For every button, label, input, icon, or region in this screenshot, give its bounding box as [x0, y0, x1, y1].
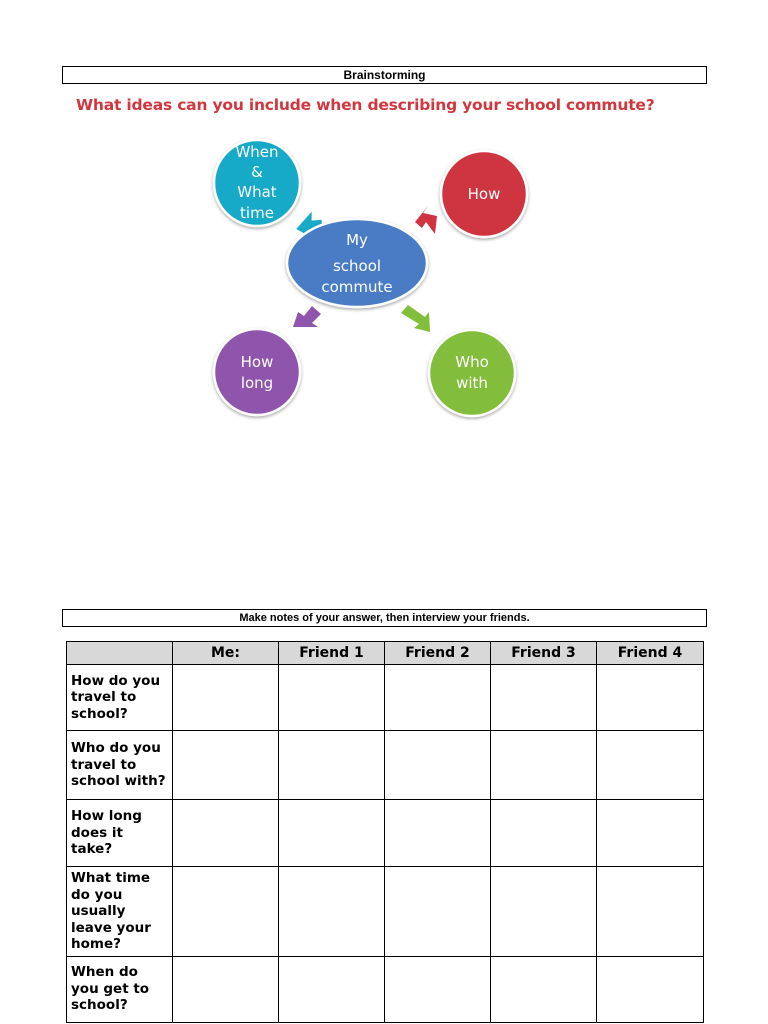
- answer-cell[interactable]: [385, 800, 491, 867]
- header-friend-1: Friend 1: [279, 642, 385, 665]
- bubble-how: [441, 151, 527, 237]
- answer-cell[interactable]: [279, 800, 385, 867]
- center-text-2: school: [332, 257, 382, 275]
- answer-cell[interactable]: [173, 956, 279, 1022]
- bubble-who-with: [429, 330, 515, 416]
- answer-cell[interactable]: [597, 956, 704, 1022]
- row-question: When do you get to school?: [67, 956, 173, 1022]
- center-text-3: commute: [321, 278, 393, 296]
- bubble-who-with-text-2: with: [456, 374, 488, 392]
- answer-cell[interactable]: [385, 731, 491, 800]
- mind-map: [200, 130, 540, 430]
- header-friend-3: Friend 3: [491, 642, 597, 665]
- bubble-how-long: [214, 329, 300, 415]
- row-question: What time do you usually leave your home?: [67, 867, 173, 957]
- header-friend-4: Friend 4: [597, 642, 704, 665]
- row-question: Who do you travel to school with?: [67, 731, 173, 800]
- table-row: [67, 867, 704, 957]
- table-row: [67, 731, 704, 800]
- answer-cell[interactable]: [597, 800, 704, 867]
- answer-cell[interactable]: [279, 867, 385, 957]
- table-row: [67, 665, 704, 731]
- answer-cell[interactable]: [173, 731, 279, 800]
- bubble-when-text-1: When: [235, 143, 279, 161]
- brainstorming-title: Brainstorming: [62, 66, 707, 84]
- answer-cell[interactable]: [491, 956, 597, 1022]
- arrow-to-how-long: [293, 306, 321, 327]
- arrow-to-who-with: [401, 305, 430, 332]
- answer-cell[interactable]: [279, 665, 385, 731]
- answer-cell[interactable]: [385, 665, 491, 731]
- answer-cell[interactable]: [597, 665, 704, 731]
- bubble-how-long-text-1: How: [240, 353, 274, 371]
- bubble-how-long-text-2: long: [240, 374, 274, 392]
- header-friend-2: Friend 2: [385, 642, 491, 665]
- table-row: [67, 956, 704, 1022]
- interview-table: [66, 641, 704, 1023]
- table-header-row: [67, 642, 704, 665]
- answer-cell[interactable]: [173, 800, 279, 867]
- answer-cell[interactable]: [385, 956, 491, 1022]
- answer-cell[interactable]: [173, 665, 279, 731]
- bubble-who-with-text-1: Who: [455, 353, 489, 371]
- answer-cell[interactable]: [491, 665, 597, 731]
- bubble-when-text-3: What: [237, 183, 277, 201]
- header-me: Me:: [173, 642, 279, 665]
- bubble-how-text: How: [467, 185, 501, 203]
- brainstorm-question: What ideas can you include when describing your school commute?: [76, 96, 655, 114]
- answer-cell[interactable]: [491, 867, 597, 957]
- answer-cell[interactable]: [279, 731, 385, 800]
- table-row: [67, 800, 704, 867]
- arrow-to-how: [415, 206, 437, 234]
- notes-instruction: Make notes of your answer, then interview your friends.: [62, 609, 707, 627]
- answer-cell[interactable]: [173, 867, 279, 957]
- answer-cell[interactable]: [597, 731, 704, 800]
- row-question: How long does it take?: [67, 800, 173, 867]
- answer-cell[interactable]: [491, 800, 597, 867]
- center-bubble-my-school-commute: [287, 219, 427, 307]
- answer-cell[interactable]: [385, 867, 491, 957]
- answer-cell[interactable]: [597, 867, 704, 957]
- center-text-1: My: [346, 231, 368, 249]
- header-empty: [67, 642, 173, 665]
- bubble-when-text-4: time: [240, 204, 274, 222]
- answer-cell[interactable]: [491, 731, 597, 800]
- bubble-when-text-2: &: [251, 163, 263, 181]
- answer-cell[interactable]: [279, 956, 385, 1022]
- bubble-when-what-time: [214, 140, 300, 226]
- row-question: How do you travel to school?: [67, 665, 173, 731]
